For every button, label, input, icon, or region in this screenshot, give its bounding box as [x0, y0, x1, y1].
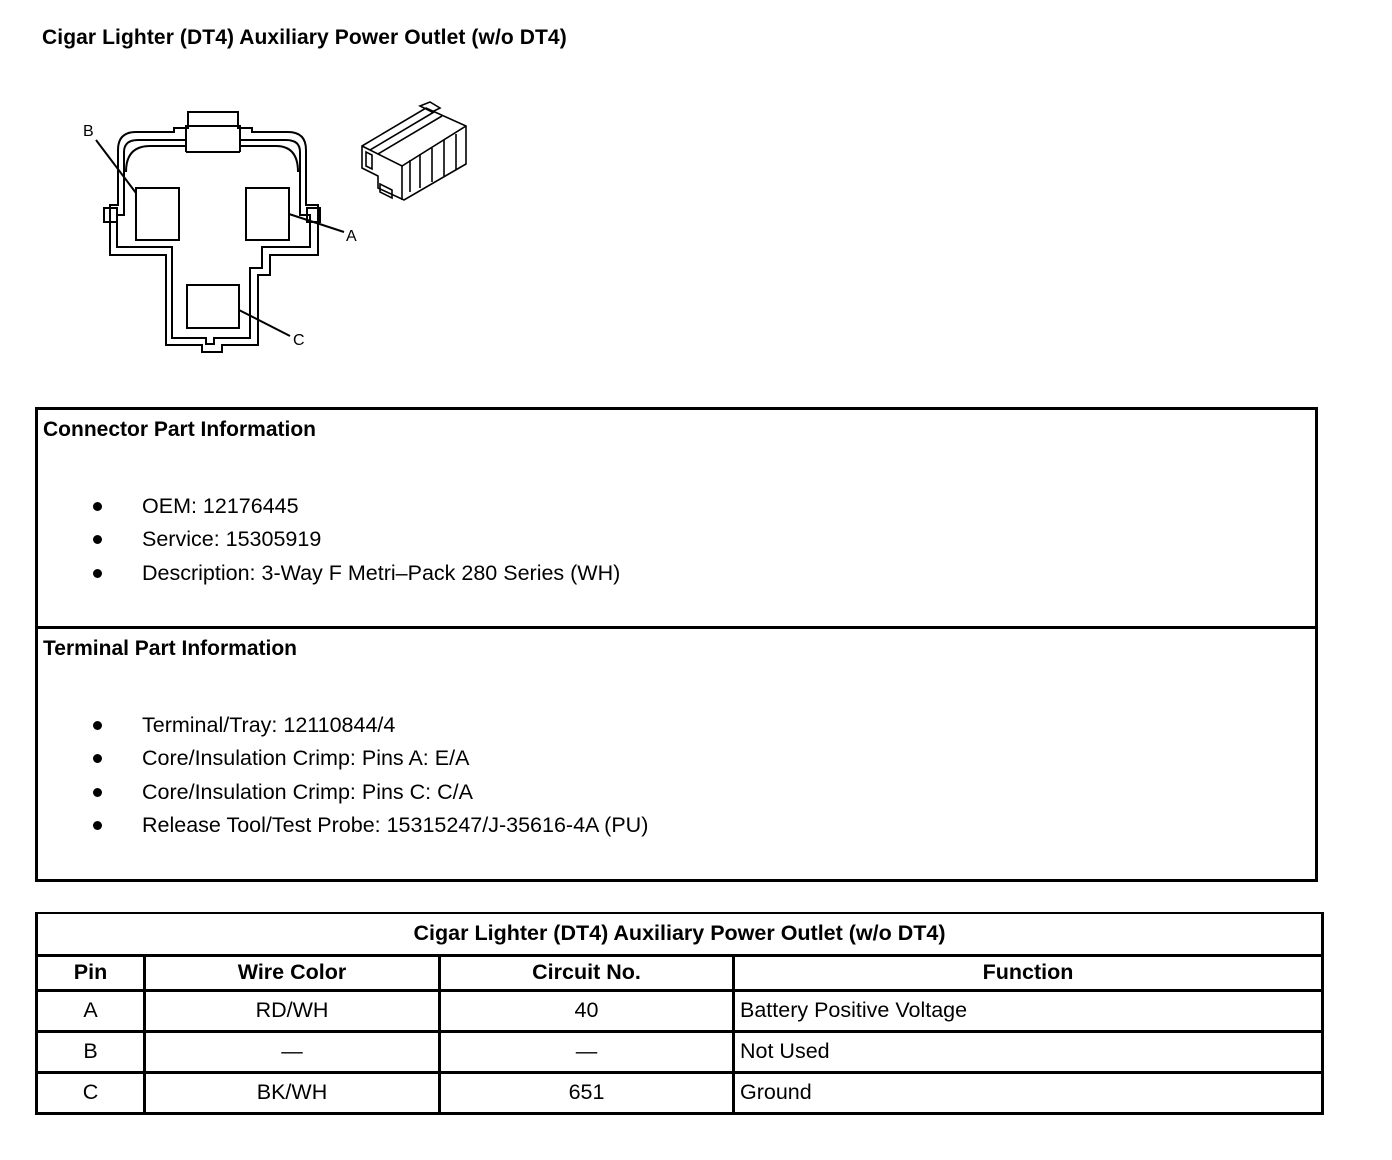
cell-circuit-no: —	[440, 1031, 734, 1072]
list-item: Terminal/Tray: 12110844/4	[38, 711, 648, 744]
bullet-icon	[93, 569, 102, 578]
connector-info-list	[38, 492, 620, 592]
header-circuit-no: Circuit No.	[440, 955, 734, 990]
cell-wire-color: —	[145, 1031, 440, 1072]
list-item: Release Tool/Test Probe: 15315247/J-35616-4A (PU)	[38, 811, 648, 844]
bullet-icon	[93, 721, 102, 730]
table-caption: Cigar Lighter (DT4) Auxiliary Power Outlet (w/o DT4)	[37, 913, 1323, 955]
cell-pin: A	[37, 990, 145, 1031]
terminal-info-list	[38, 711, 648, 844]
cavity-a	[246, 188, 289, 240]
bullet-icon	[93, 788, 102, 797]
cavity-b	[136, 188, 179, 240]
header-pin: Pin	[37, 955, 145, 990]
table-row	[37, 1031, 1323, 1072]
pin-table	[35, 912, 1324, 1115]
list-item: Core/Insulation Crimp: Pins C: C/A	[38, 778, 648, 811]
table-row	[37, 990, 1323, 1031]
pin-label-b: B	[83, 123, 94, 140]
cell-circuit-no: 40	[440, 990, 734, 1031]
connector-info-title: Connector Part Information	[43, 418, 317, 441]
list-item: OEM: 12176445	[38, 492, 620, 525]
cell-circuit-no: 651	[440, 1072, 734, 1113]
table-row	[37, 1072, 1323, 1113]
connector-part-info	[35, 407, 1318, 629]
cavity-c	[187, 285, 239, 328]
terminal-part-info	[35, 626, 1318, 882]
cell-function: Ground	[734, 1072, 1323, 1113]
bullet-icon	[93, 754, 102, 763]
list-item: Description: 3-Way F Metri–Pack 280 Series (WH)	[38, 559, 620, 592]
list-item: Core/Insulation Crimp: Pins A: E/A	[38, 744, 648, 777]
page-title: Cigar Lighter (DT4) Auxiliary Power Outlet (w/o DT4)	[42, 26, 567, 49]
connector-isometric-icon	[362, 102, 466, 200]
header-function: Function	[734, 955, 1323, 990]
table-header-row	[37, 955, 1323, 990]
cell-pin: C	[37, 1072, 145, 1113]
terminal-info-title: Terminal Part Information	[43, 637, 297, 660]
header-wire-color: Wire Color	[145, 955, 440, 990]
cell-wire-color: BK/WH	[145, 1072, 440, 1113]
bullet-icon	[93, 502, 102, 511]
cell-wire-color: RD/WH	[145, 990, 440, 1031]
pin-label-a: A	[346, 228, 357, 245]
bullet-icon	[93, 821, 102, 830]
cell-pin: B	[37, 1031, 145, 1072]
list-item: Service: 15305919	[38, 525, 620, 558]
pin-label-c: C	[293, 332, 305, 349]
connector-diagram	[0, 0, 520, 370]
bullet-icon	[93, 535, 102, 544]
cell-function: Battery Positive Voltage	[734, 990, 1323, 1031]
cell-function: Not Used	[734, 1031, 1323, 1072]
